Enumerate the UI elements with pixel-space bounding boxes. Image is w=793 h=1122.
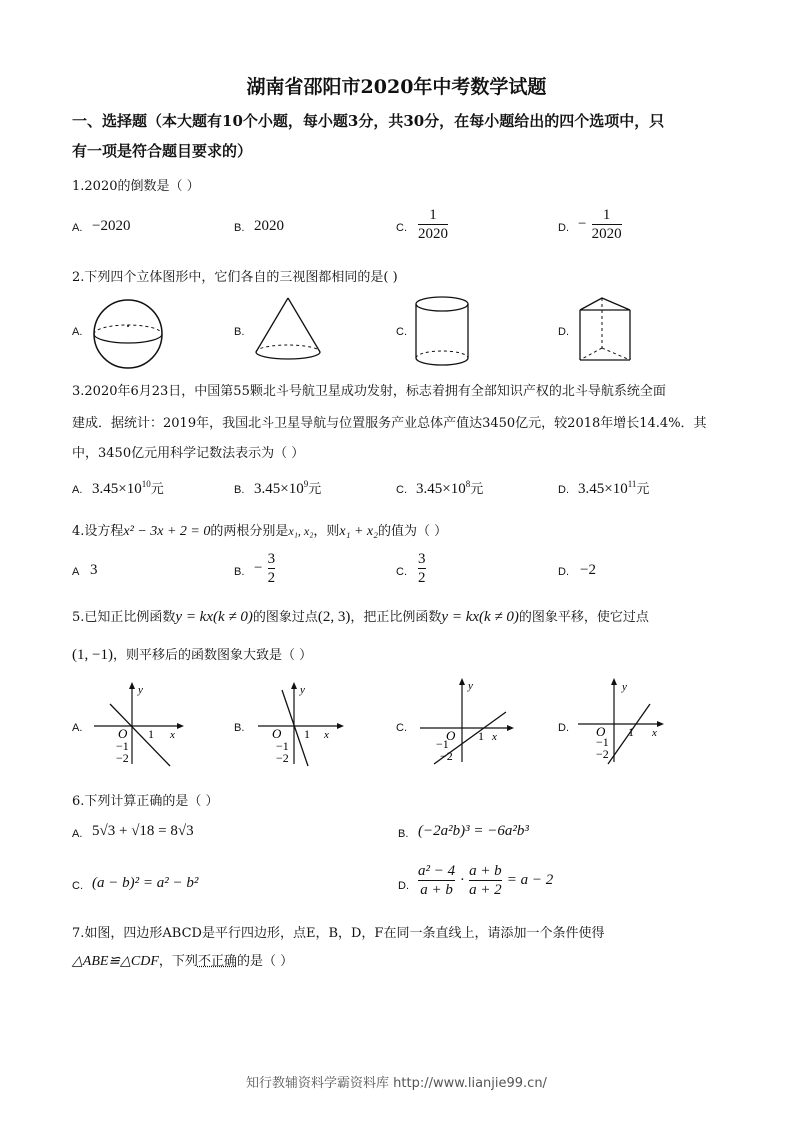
q7-line2: △ABE≌△CDF，下列不正确的是（ ） xyxy=(72,954,294,969)
svg-text:−1: −1 xyxy=(596,735,609,749)
q4-option-a: 3 xyxy=(90,562,98,578)
q3-line2: 建成．据统计：2019年，我国北斗卫星导航与位置服务产业总体产值达3450亿元，较2018年增长14.4%．其 xyxy=(72,416,707,431)
svg-text:O: O xyxy=(596,724,606,739)
svg-text:y: y xyxy=(300,684,305,696)
q2-label-d: D. xyxy=(558,326,569,338)
q4-label-c: C. xyxy=(396,566,407,578)
q5-line2: (1, −1)，则平移后的函数图象大致是（ ） xyxy=(72,647,313,663)
q1-option-b: 2020 xyxy=(254,218,284,234)
svg-text:y: y xyxy=(622,681,627,693)
q4-option-d: −2 xyxy=(580,562,596,578)
q5-graph-a xyxy=(90,680,190,770)
q5-label-b: B. xyxy=(234,722,245,734)
q4-label-b: B. xyxy=(234,566,245,578)
q6-stem: 6.下列计算正确的是（ ） xyxy=(72,794,219,809)
q2-label-b: B. xyxy=(234,326,245,338)
svg-text:x: x xyxy=(652,727,657,739)
q5-label-c: C. xyxy=(396,722,407,734)
q5-graph-b xyxy=(254,680,354,770)
q1-option-a: −2020 xyxy=(92,218,131,234)
q4-option-c: $\frac{3}{2}$ xyxy=(418,551,426,586)
prism-figure xyxy=(576,294,636,368)
q5-line1: 5.已知正比例函数y = kx(k ≠ 0)的图象过点(2, 3)，把正比例函数y = kx(k ≠ 0)的图象平移，使它过点 xyxy=(72,609,649,625)
section-heading-line2: 有一项是符合题目要求的） xyxy=(72,142,253,160)
svg-text:O: O xyxy=(118,726,128,741)
q3-label-a: A. xyxy=(72,484,83,496)
q6-option-b: (−2a²b)³ = −6a²b³ xyxy=(418,823,529,839)
q3-line1: 3.2020年6月23日，中国第55颗北斗号航卫星成功发射，标志着拥有全部知识产权的北斗导航系统全面 xyxy=(72,384,666,399)
svg-text:x: x xyxy=(170,729,175,741)
svg-text:−2: −2 xyxy=(440,749,453,763)
q1-stem: 1.2020的倒数是（ ） xyxy=(72,179,200,194)
q7-line1: 7.如图，四边形ABCD是平行四边形，点E，B，D，F在同一条直线上，请添加一个条件使得 xyxy=(72,926,605,941)
q2-label-a: A. xyxy=(72,326,83,338)
cylinder-figure xyxy=(412,294,476,372)
q5-label-a: A. xyxy=(72,722,83,734)
q4-label-a: A xyxy=(72,566,80,578)
svg-text:−1: −1 xyxy=(436,737,449,751)
svg-text:−2: −2 xyxy=(596,747,609,761)
q3-option-d: $3.45\times 10^{11}$元 xyxy=(578,479,650,497)
q1-option-c: $\frac{1}{2020}$ xyxy=(418,207,448,242)
q6-label-b: B. xyxy=(398,828,409,840)
q1-option-d: − $\frac{1}{2020}$ xyxy=(578,207,622,242)
q3-label-c: C. xyxy=(396,484,407,496)
svg-text:y: y xyxy=(138,684,143,696)
svg-text:1: 1 xyxy=(304,727,310,741)
svg-text:−1: −1 xyxy=(276,739,289,753)
q6-label-a: A. xyxy=(72,828,83,840)
q2-label-c: C. xyxy=(396,326,407,338)
q3-label-b: B. xyxy=(234,484,245,496)
q4-label-d: D. xyxy=(558,566,569,578)
q2-stem: 2.下列四个立体图形中，它们各自的三视图都相同的是( ) xyxy=(72,270,398,285)
q1-label-b: B. xyxy=(234,222,245,234)
svg-text:−1: −1 xyxy=(116,739,129,753)
svg-text:−2: −2 xyxy=(116,751,129,765)
svg-text:1: 1 xyxy=(628,725,634,739)
svg-text:−2: −2 xyxy=(276,751,289,765)
q4-stem: 4.设方程x² − 3x + 2 = 0的两根分别是x₁, x₂，则x₁ + x₂的值为（ ） xyxy=(72,524,448,539)
svg-text:x: x xyxy=(324,729,329,741)
q6-option-c: (a − b)² = a² − b² xyxy=(92,875,199,891)
q5-graph-c xyxy=(416,676,516,768)
q6-option-a: 5√3 + √18 = 8√3 xyxy=(92,823,194,839)
q1-label-c: C. xyxy=(396,222,407,234)
page-title: 湖南省邵阳市2020年中考数学试题 xyxy=(246,76,547,98)
svg-text:1: 1 xyxy=(478,729,484,743)
q3-option-c: $3.45\times 10^8$元 xyxy=(416,479,484,497)
q3-line3: 中，3450亿元用科学记数法表示为（ ） xyxy=(72,446,305,461)
svg-text:O: O xyxy=(272,726,282,741)
q6-label-c: C. xyxy=(72,880,83,892)
q4-option-b: − $\frac{3}{2}$ xyxy=(254,551,276,586)
svg-text:x: x xyxy=(492,731,497,743)
q6-option-d: $\frac{\text{a² − 4}}{a + b}$ · $\frac{a + b}{a + 2}$ = a − 2 xyxy=(418,863,554,898)
q3-option-b: $3.45\times 10^9$元 xyxy=(254,479,322,497)
section-heading-line1: 一、选择题（本大题有10个小题，每小题3分，共30分，在每小题给出的四个选项中，只 xyxy=(72,112,665,130)
q3-label-d: D. xyxy=(558,484,569,496)
q6-label-d: D. xyxy=(398,880,409,892)
q5-graph-d xyxy=(574,674,674,768)
q1-label-d: D. xyxy=(558,222,569,234)
svg-text:O: O xyxy=(446,728,456,743)
sphere-figure xyxy=(90,296,170,372)
q3-option-a: $3.45\times 10^{10}$元 xyxy=(92,479,164,497)
svg-text:1: 1 xyxy=(148,727,154,741)
q1-label-a: A. xyxy=(72,222,83,234)
q5-label-d: D. xyxy=(558,722,569,734)
footer-watermark: 知行教辅资料学霸资料库 http://www.lianjie99.cn/ xyxy=(246,1076,547,1091)
svg-text:y: y xyxy=(468,680,473,692)
cone-figure xyxy=(250,296,330,366)
